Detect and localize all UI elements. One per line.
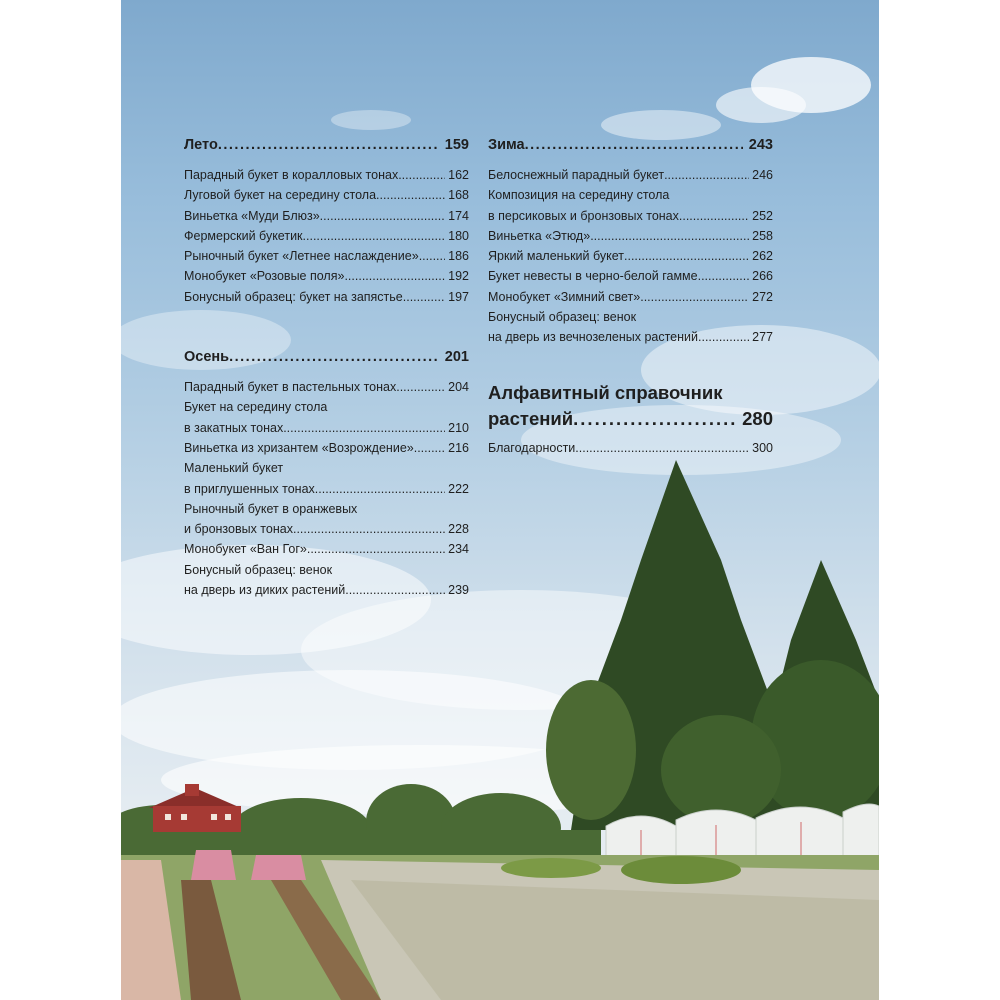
leader-dots [698,266,750,286]
entry-title: Фермерский букетик [184,228,303,243]
entry-page: 204 [448,380,469,395]
entry-page: 210 [448,420,469,435]
entry-title-line: на дверь из вечнозеленых растений [488,330,699,345]
leader-dots [307,539,445,559]
toc-entry[interactable] [184,377,469,397]
entry-page: 258 [752,228,773,243]
toc-entry[interactable] [488,185,773,226]
leader-dots [624,246,749,266]
leader-dots [640,287,749,307]
toc-entry[interactable] [488,287,773,307]
entry-page: 239 [448,583,469,598]
toc-entry[interactable] [184,458,469,499]
entry-page: 162 [448,168,469,182]
entry-page: 186 [448,249,469,264]
section-header-winter[interactable] [488,137,773,157]
leader-dots [403,287,445,307]
leader-dots [376,185,445,205]
entry-page: 222 [448,481,469,496]
toc-entry[interactable] [184,397,469,438]
toc-entry[interactable] [184,539,469,559]
entry-page: 266 [752,269,773,284]
entry-title-line: на дверь из диких растений [184,583,346,598]
leader-dots [345,580,445,600]
entry-title: Луговой букет на середину стола [184,188,377,203]
leader-dots [575,438,749,458]
entry-title: Виньетка «Муди Блюз» [184,208,320,223]
toc-left-column [184,137,469,600]
toc-entry[interactable] [488,307,773,348]
entry-page: 216 [448,440,469,455]
toc-entry[interactable] [184,185,469,205]
leader-dots [315,479,445,499]
toc-entry[interactable] [184,246,469,266]
entry-title: Яркий маленький букет [488,249,625,264]
leader-dots [283,418,445,438]
toc-entry[interactable] [184,165,469,185]
section-page: 159 [444,137,469,153]
leader-dots [698,327,749,347]
entry-title-line: Букет на середину стола [184,400,328,415]
entry-title: Виньетка «Этюд» [488,228,591,243]
entry-title-line: Маленький букет [184,461,284,476]
toc-entry-acknowledgements[interactable] [488,438,773,458]
entry-title-line: Рыночный букет в оранжевых [184,501,358,516]
section-page: 243 [748,137,773,153]
section-header-summer[interactable] [184,137,469,157]
leader-dots [664,165,749,185]
leader-dots [573,406,736,432]
entry-page: 300 [752,440,773,455]
entry-page: 197 [448,289,469,304]
entry-title-line: Бонусный образец: венок [184,562,333,577]
leader-dots [344,266,445,286]
section-title: Зима [488,137,525,153]
entry-title-line: в приглушенных тонах [184,481,315,496]
entry-page: 174 [448,208,469,223]
leader-dots [414,438,445,458]
entry-title: Рыночный букет «Летнее наслаждение» [184,249,419,264]
entry-page: 180 [448,228,469,243]
section-page: 201 [444,349,469,366]
toc-entry[interactable] [184,266,469,286]
leader-dots [320,206,445,226]
entry-page: 262 [752,249,773,264]
leader-dots [293,519,445,539]
section-title-line: Алфавитный справочник [488,381,723,403]
entry-page: 246 [752,168,773,182]
toc-entry[interactable] [184,560,469,601]
leader-dots [396,377,445,397]
section-title: Осень [184,349,230,366]
entry-title-line: в закатных тонах [184,420,284,435]
leader-dots [590,226,749,246]
leader-dots [229,349,439,365]
entry-page: 228 [448,522,469,537]
entry-title: Благодарности [488,440,576,455]
entry-title-line: и бронзовых тонах [184,522,293,537]
leader-dots [679,206,749,226]
entry-title: Монобукет «Зимний свет» [488,289,641,304]
toc-right-column [488,137,773,458]
entry-title: Парадный букет в коралловых тонах [184,168,399,182]
flower-field [121,850,879,1000]
toc-entry[interactable] [488,165,773,185]
leader-dots [525,137,743,153]
leader-dots [303,226,446,246]
toc-entry[interactable] [184,438,469,458]
entry-title: Парадный букет в пастельных тонах [184,380,397,395]
entry-title: Бонусный образец: букет на запястье [184,289,403,304]
entry-title-line: Композиция на середину стола [488,188,670,203]
entry-title: Букет невесты в черно-белой гамме [488,269,698,284]
entry-title: Монобукет «Ван Гог» [184,542,307,557]
entry-title: Виньетка из хризантем «Возрождение» [184,440,414,455]
section-title-line: растений [488,407,574,429]
section-header-autumn[interactable] [184,349,469,369]
section-page: 280 [742,407,773,429]
entry-title: Белоснежный парадный букет [488,168,665,182]
entry-page: 252 [752,208,773,223]
leader-dots [218,137,439,153]
toc-entry[interactable] [488,266,773,286]
section-title: Лето [184,137,218,153]
toc-entry[interactable] [488,226,773,246]
entry-title-line: Бонусный образец: венок [488,310,637,325]
entry-page: 272 [752,289,773,304]
section-header-plant-reference[interactable] [488,380,773,432]
toc-entry[interactable] [184,287,469,307]
toc-entry[interactable] [488,246,773,266]
entry-page: 277 [752,330,773,345]
toc-entry[interactable] [184,226,469,246]
leader-dots [398,165,445,185]
toc-entry[interactable] [184,206,469,226]
leader-dots [419,246,445,266]
book-page [121,0,879,1000]
entry-page: 234 [448,542,469,557]
entry-page: 168 [448,188,469,203]
entry-title: Монобукет «Розовые поля» [184,269,345,284]
entry-page: 192 [448,269,469,284]
entry-title-line: в персиковых и бронзовых тонах [488,208,679,223]
toc-entry[interactable] [184,499,469,540]
